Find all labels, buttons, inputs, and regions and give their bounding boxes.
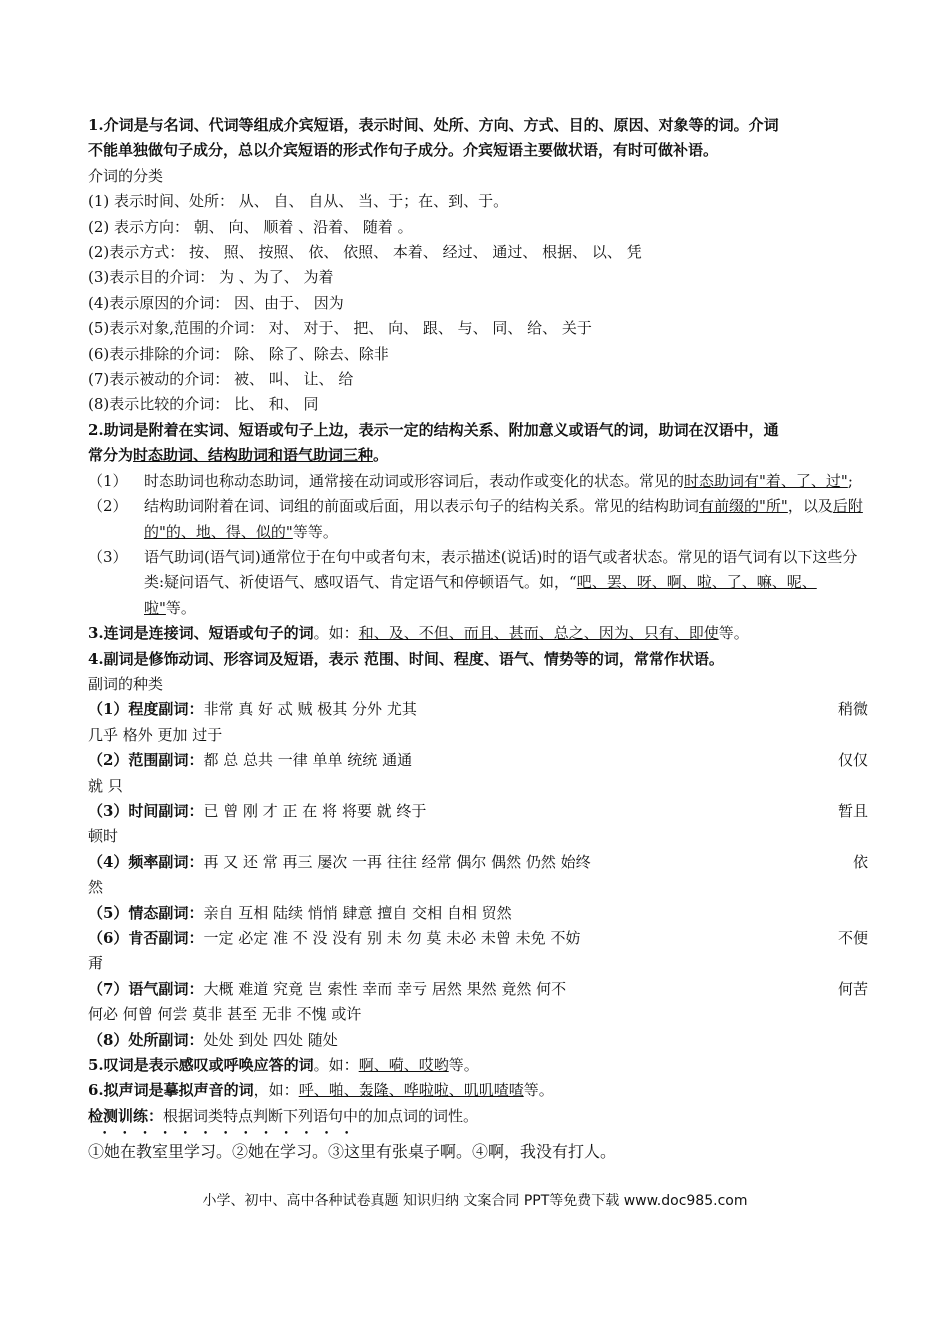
- page-footer: 小学、初中、高中各种试卷真题 知识归纳 文案合同 PPT等免费下载 www.doc985.com: [202, 1193, 748, 1209]
- adverb-category-row: [88, 901, 868, 926]
- category-continuation: 甭: [88, 954, 104, 973]
- practice-sentences: ①她在教室里学习。②她在学习。③这里有张桌子啊。④啊，我没有打人。: [88, 1142, 617, 1162]
- section1-subtitle: 介词的分类: [88, 166, 164, 185]
- prep-item: (7)表示被动的介词： 被、 叫、 让、 给: [88, 370, 354, 389]
- adverb-category-row: [88, 748, 868, 773]
- underlined-text: 时态助词有"着、了、过": [684, 471, 848, 490]
- prep-item: (2)表示方式： 按、 照、 按照、 依、 依照、 本着、 经过、 通过、 根据、 以、 凭: [88, 243, 642, 262]
- category-label: （2）范围副词：: [88, 751, 204, 770]
- section4-subtitle: 副词的种类: [88, 674, 164, 693]
- text-run: 等等。: [292, 522, 338, 541]
- particle-paragraph-1: [88, 469, 868, 494]
- category-label: （1）程度副词：: [88, 700, 204, 719]
- category-tail-word: 依: [852, 852, 868, 871]
- category-continuation: 顿时: [88, 827, 119, 846]
- particle-paragraph-3: [88, 545, 868, 621]
- section6-line: [88, 1078, 868, 1103]
- underlined-text: 啊、嗬、哎哟: [358, 1056, 449, 1075]
- prep-item: (1) 表示时间、处所： 从、 自、 自从、 当、于；在、到、于。: [88, 192, 509, 211]
- text-run: ，以及: [787, 497, 833, 516]
- category-label: （5）情态副词：: [88, 903, 204, 922]
- adverb-category-row: [88, 697, 868, 722]
- prep-item: (3)表示目的介词： 为 、为了、 为着: [88, 268, 334, 287]
- prep-item: (4)表示原因的介词： 因、由于、 因为: [88, 293, 344, 312]
- category-words: 已 曾 刚 才 正 在 将 将要 就 终于: [203, 801, 427, 820]
- document-body: [88, 113, 868, 1165]
- underlined-text: 吧、罢、呀、啊、啦、了、嘛、呢、啦": [144, 573, 817, 617]
- paragraph-number: （3）: [88, 547, 128, 566]
- category-words: 非常 真 好 忒 贼 极其 分外 尤其: [203, 700, 417, 719]
- category-label: （8）处所副词：: [88, 1030, 204, 1049]
- adverb-category-row: [88, 850, 868, 875]
- text-run: 等。: [448, 1056, 479, 1075]
- section2-title-line1: 2.助词是附着在实词、短语或句子上边，表示一定的结构关系、附加意义或语气的词，助词在汉语中，通: [88, 420, 779, 439]
- underlined-text: 和、及、不但、而且、甚而、总之、因为、只有、即使: [358, 624, 719, 643]
- text-run: 结构助词附着在词、词组的前面或后面，用以表示句子的结构关系。常见的结构助词: [144, 497, 700, 516]
- text-run: 等。: [165, 598, 196, 617]
- text-run: ，如：: [253, 1081, 299, 1100]
- paragraph-text: [144, 494, 868, 545]
- text-run: 时态助词也称动态助词，通常接在动词或形容词后，表动作或变化的状态。常见的: [144, 471, 685, 490]
- text-run: 。如：: [313, 624, 359, 643]
- category-tail-word: 暂且: [837, 801, 868, 820]
- section1-title-line2: 不能单独做句子成分，总以介宾短语的形式作句子成分。介宾短语主要做状语，有时可做补语。: [88, 141, 719, 160]
- section6-title: 6.拟声词是摹拟声音的词: [88, 1081, 254, 1100]
- category-words: 都 总 总共 一律 单单 统统 通通: [203, 751, 413, 770]
- category-tail-word: 何苦: [837, 979, 868, 998]
- category-label: （7）语气副词：: [88, 979, 204, 998]
- section4-title: 4.副词是修饰动词、形容词及短语，表示 范围、时间、程度、语气、情势等的词，常常作状语。: [88, 649, 724, 668]
- particle-paragraph-2: [88, 494, 868, 545]
- category-words: 再 又 还 常 再三 屡次 一再 往往 经常 偶尔 偶然 仍然 始终: [203, 852, 591, 871]
- category-label: （6）肯否副词：: [88, 929, 204, 947]
- prep-item: (2) 表示方向： 朝、 向、 顺着 、沿着、 随着 。: [88, 217, 413, 236]
- paragraph-number: （2）: [88, 497, 128, 516]
- section2-title-line2: [88, 443, 868, 468]
- adverb-category-row: [88, 926, 868, 951]
- emphasis-dots: • • • • • • • • • • • • •: [102, 1129, 356, 1140]
- category-tail-word: 仅仅: [837, 751, 868, 770]
- category-tail-word: 不便: [837, 929, 868, 947]
- category-continuation: 几乎 格外 更加 过于: [88, 725, 223, 744]
- category-words: 处处 到处 四处 随处: [203, 1030, 338, 1049]
- section5-line: [88, 1053, 868, 1078]
- text-run: 等。: [523, 1081, 554, 1100]
- practice-text: 根据词类特点判断下列语句中的加点词的词性。: [163, 1106, 479, 1125]
- category-words: 一定 必定 准 不 没 没有 别 未 勿 莫 未必 未曾 未免 不妨: [203, 929, 581, 947]
- adverb-category-row: [88, 799, 868, 824]
- prep-item: (6)表示排除的介词： 除、 除了、除去、除非: [88, 344, 389, 363]
- section5-title: 5.叹词是表示感叹或呼唤应答的词: [88, 1056, 314, 1075]
- category-words: 大概 难道 究竟 岂 索性 幸而 幸亏 居然 果然 竟然 何不: [203, 979, 567, 998]
- category-continuation: 就 只: [88, 776, 123, 795]
- section2-title-text: 常分为: [88, 446, 134, 465]
- underlined-text: 后附的"的、地、得、似的": [144, 497, 863, 541]
- category-words: 亲自 互相 陆续 悄悄 肆意 擅自 交相 自相 贸然: [203, 903, 512, 922]
- category-continuation: 然: [88, 878, 104, 897]
- category-tail-word: 稍微: [837, 700, 868, 719]
- section3-line: [88, 621, 868, 646]
- category-label: （4）频率副词：: [88, 852, 204, 871]
- practice-instruction: [88, 1104, 868, 1129]
- underlined-text: 呼、啪、轰隆、哗啦啦、叽叽喳喳: [298, 1081, 524, 1100]
- section2-title-end: 。: [373, 446, 389, 465]
- adverb-category-row: [88, 1028, 868, 1053]
- section2-title-underlined: 时态助词、结构助词和语气助词三种: [133, 446, 374, 465]
- category-label: （3）时间副词：: [88, 801, 204, 820]
- section1-title-line1: 1.介词是与名词、代词等组成介宾短语，表示时间、处所、方向、方式、目的、原因、对象等的词。介词: [88, 116, 779, 134]
- paragraph-text: [144, 545, 868, 621]
- paragraph-text: [144, 469, 868, 494]
- text-run: ;: [847, 471, 853, 490]
- text-run: 。如：: [313, 1056, 359, 1075]
- category-continuation: 何必 何曾 何尝 莫非 甚至 无非 不愧 或许: [88, 1005, 362, 1024]
- adverb-category-row: [88, 977, 868, 1002]
- text-run: 等。: [718, 624, 749, 643]
- prep-item: (8)表示比较的介词： 比、 和、 同: [88, 395, 319, 414]
- practice-label: 检测训练：: [88, 1106, 164, 1125]
- text-run: 语气助词(语气词)通常位于在句中或者句末，表示描述(说话)时的语气或者状态。常见的语气词有以下这些分类:疑问语气、祈使语气、感叹语气、肯定语气和停顿语气。如，“: [144, 547, 858, 592]
- paragraph-number: （1）: [88, 471, 128, 490]
- prep-item: (5)表示对象,范围的介词： 对、 对于、 把、 向、 跟、 与、 同、 给、 关于: [88, 319, 592, 338]
- section3-title: 3.连词是连接词、短语或句子的词: [88, 624, 314, 643]
- underlined-text: 有前缀的"所": [699, 497, 788, 516]
